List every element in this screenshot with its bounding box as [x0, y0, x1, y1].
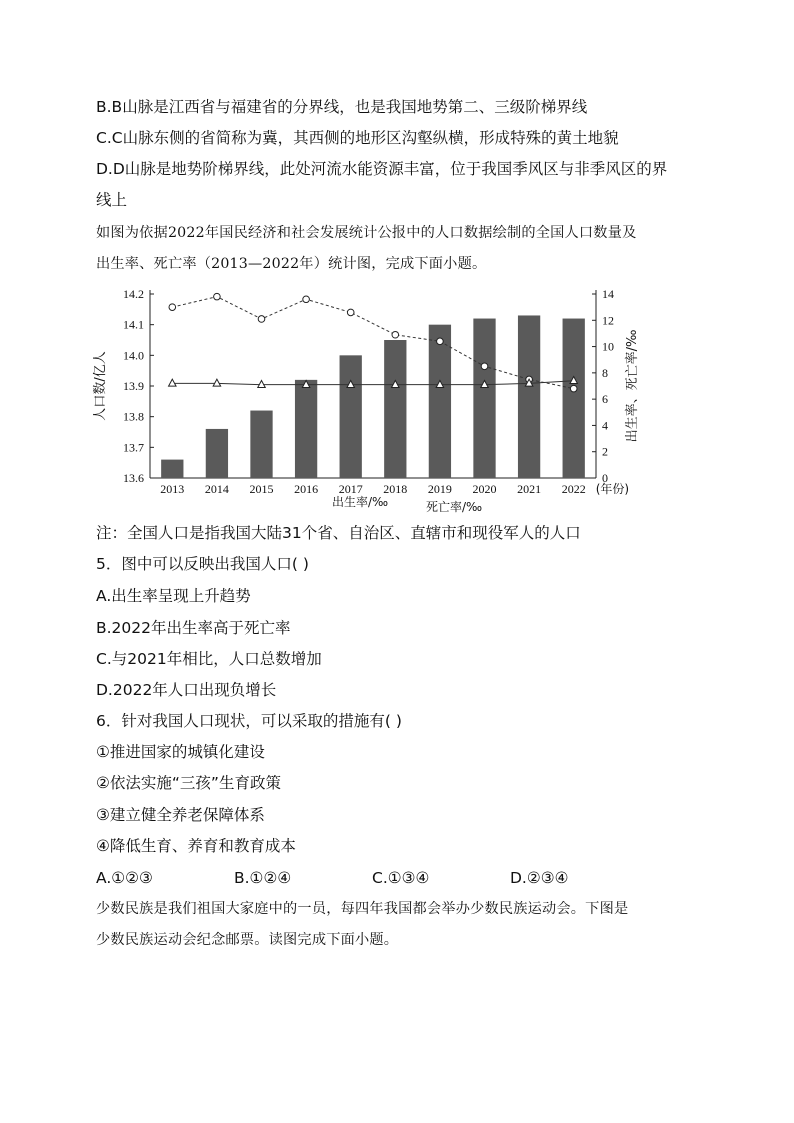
death-rate-point — [169, 379, 177, 386]
death-rate-point — [213, 379, 221, 386]
option-d-line-2: 线上 — [96, 191, 128, 209]
chart-note: 注：全国人口是指我国大陆31个省、自治区、直辖市和现役军人的人口 — [96, 524, 581, 542]
x-tick-label: 2015 — [249, 482, 274, 496]
death-rate-point — [258, 380, 266, 387]
y-tick-right-label: 4 — [602, 418, 608, 433]
q6-item-3: ③建立健全养老保障体系 — [96, 806, 265, 824]
population-bar — [340, 355, 362, 478]
x-tick-label: 2013 — [160, 482, 185, 496]
stamp-intro-line-2: 少数民族运动会纪念邮票。读图完成下面小题。 — [96, 932, 399, 948]
y-tick-left-label: 13.9 — [123, 379, 144, 393]
y-tick-left-label: 14.2 — [123, 287, 144, 301]
x-tick-label: 2019 — [427, 482, 452, 496]
q6-option-a: A.①②③ — [96, 869, 153, 887]
x-tick-label: 2021 — [517, 482, 542, 496]
population-bar — [250, 411, 272, 478]
y-tick-left-label: 14.1 — [123, 317, 144, 332]
option-b: B.B山脉是江西省与福建省的分界线，也是我国地势第二、三级阶梯界线 — [96, 98, 588, 116]
y-tick-right-label: 14 — [602, 287, 614, 301]
q6-item-2: ②依法实施“三孩”生育政策 — [96, 774, 281, 792]
chart-intro-line-1: 如图为依据2022年国民经济和社会发展统计公报中的人口数据绘制的全国人口数量及 — [96, 225, 637, 241]
y-tick-right-label: 2 — [602, 444, 608, 459]
y-tick-left-label: 13.8 — [123, 409, 144, 424]
y-tick-left-label: 14.0 — [123, 348, 144, 363]
population-bar — [473, 319, 495, 478]
birth-rate-point — [570, 385, 577, 392]
birth-rate-point — [303, 296, 310, 303]
q6-item-4: ④降低生育、养育和教育成本 — [96, 837, 296, 855]
q6-item-1: ①推进国家的城镇化建设 — [96, 743, 265, 761]
population-bar — [206, 429, 228, 478]
q6-option-d: D.②③④ — [510, 869, 569, 887]
y-tick-left-label: 13.7 — [123, 440, 144, 455]
population-bar — [563, 319, 585, 478]
population-bar — [518, 315, 540, 478]
question-6: 6．针对我国人口现状，可以采取的措施有( ) — [96, 712, 402, 730]
x-tick-label: 2018 — [383, 482, 408, 496]
y-axis-left-title: 人口数/亿人 — [93, 351, 108, 421]
y-axis-right-title: 出生率、死亡率/‰ — [625, 329, 640, 443]
x-axis-suffix: (年份) — [595, 482, 630, 496]
population-bar — [429, 325, 451, 478]
population-bar — [161, 460, 183, 478]
y-tick-right-label: 10 — [602, 339, 614, 354]
x-tick-label: 2022 — [561, 482, 586, 496]
chart-intro-line-2: 出生率、死亡率（2013—2022年）统计图，完成下面小题。 — [96, 256, 487, 272]
x-tick-label: 2020 — [472, 482, 497, 496]
x-tick-label: 2014 — [204, 482, 229, 496]
x-tick-label: 2016 — [294, 482, 319, 496]
q6-option-c: C.①③④ — [372, 869, 430, 887]
birth-rate-point — [258, 316, 265, 323]
option-c: C.C山脉东侧的省简称为冀，其西侧的地形区沟壑纵横，形成特殊的黄土地貌 — [96, 129, 619, 147]
death-rate-line — [172, 381, 573, 385]
y-tick-right-label: 8 — [602, 365, 608, 380]
stamp-intro-line-1: 少数民族是我们祖国大家庭中的一员，每四年我国都会举办少数民族运动会。下图是 — [96, 901, 629, 917]
birth-rate-point — [392, 331, 399, 338]
population-bar — [384, 340, 406, 478]
y-tick-left-label: 13.6 — [123, 471, 144, 485]
q6-option-b: B.①②④ — [234, 869, 292, 887]
legend-death-rate: 死亡率/‰ — [426, 500, 483, 514]
y-tick-right-label: 6 — [602, 392, 608, 407]
birth-rate-point — [347, 309, 354, 316]
question-5: 5．图中可以反映出我国人口( ) — [96, 555, 309, 573]
population-bar — [295, 380, 317, 478]
q5-option-b: B.2022年出生率高于死亡率 — [96, 619, 291, 637]
birth-rate-point — [214, 293, 221, 300]
birth-rate-point — [437, 338, 444, 345]
y-tick-right-label: 12 — [602, 313, 614, 328]
y-tick-right-label: 0 — [602, 471, 608, 485]
population-chart — [93, 282, 656, 514]
birth-rate-line — [172, 297, 573, 389]
legend-birth-rate: 出生率/‰ — [332, 495, 389, 509]
birth-rate-point — [169, 304, 176, 311]
q5-option-d: D.2022年人口出现负增长 — [96, 681, 277, 699]
x-tick-label: 2017 — [338, 482, 363, 496]
option-d-line-1: D.D山脉是地势阶梯界线，此处河流水能资源丰富，位于我国季风区与非季风区的界 — [96, 160, 668, 178]
q5-option-a: A.出生率呈现上升趋势 — [96, 587, 251, 605]
birth-rate-point — [481, 363, 488, 370]
q5-option-c: C.与2021年相比，人口总数增加 — [96, 650, 322, 668]
